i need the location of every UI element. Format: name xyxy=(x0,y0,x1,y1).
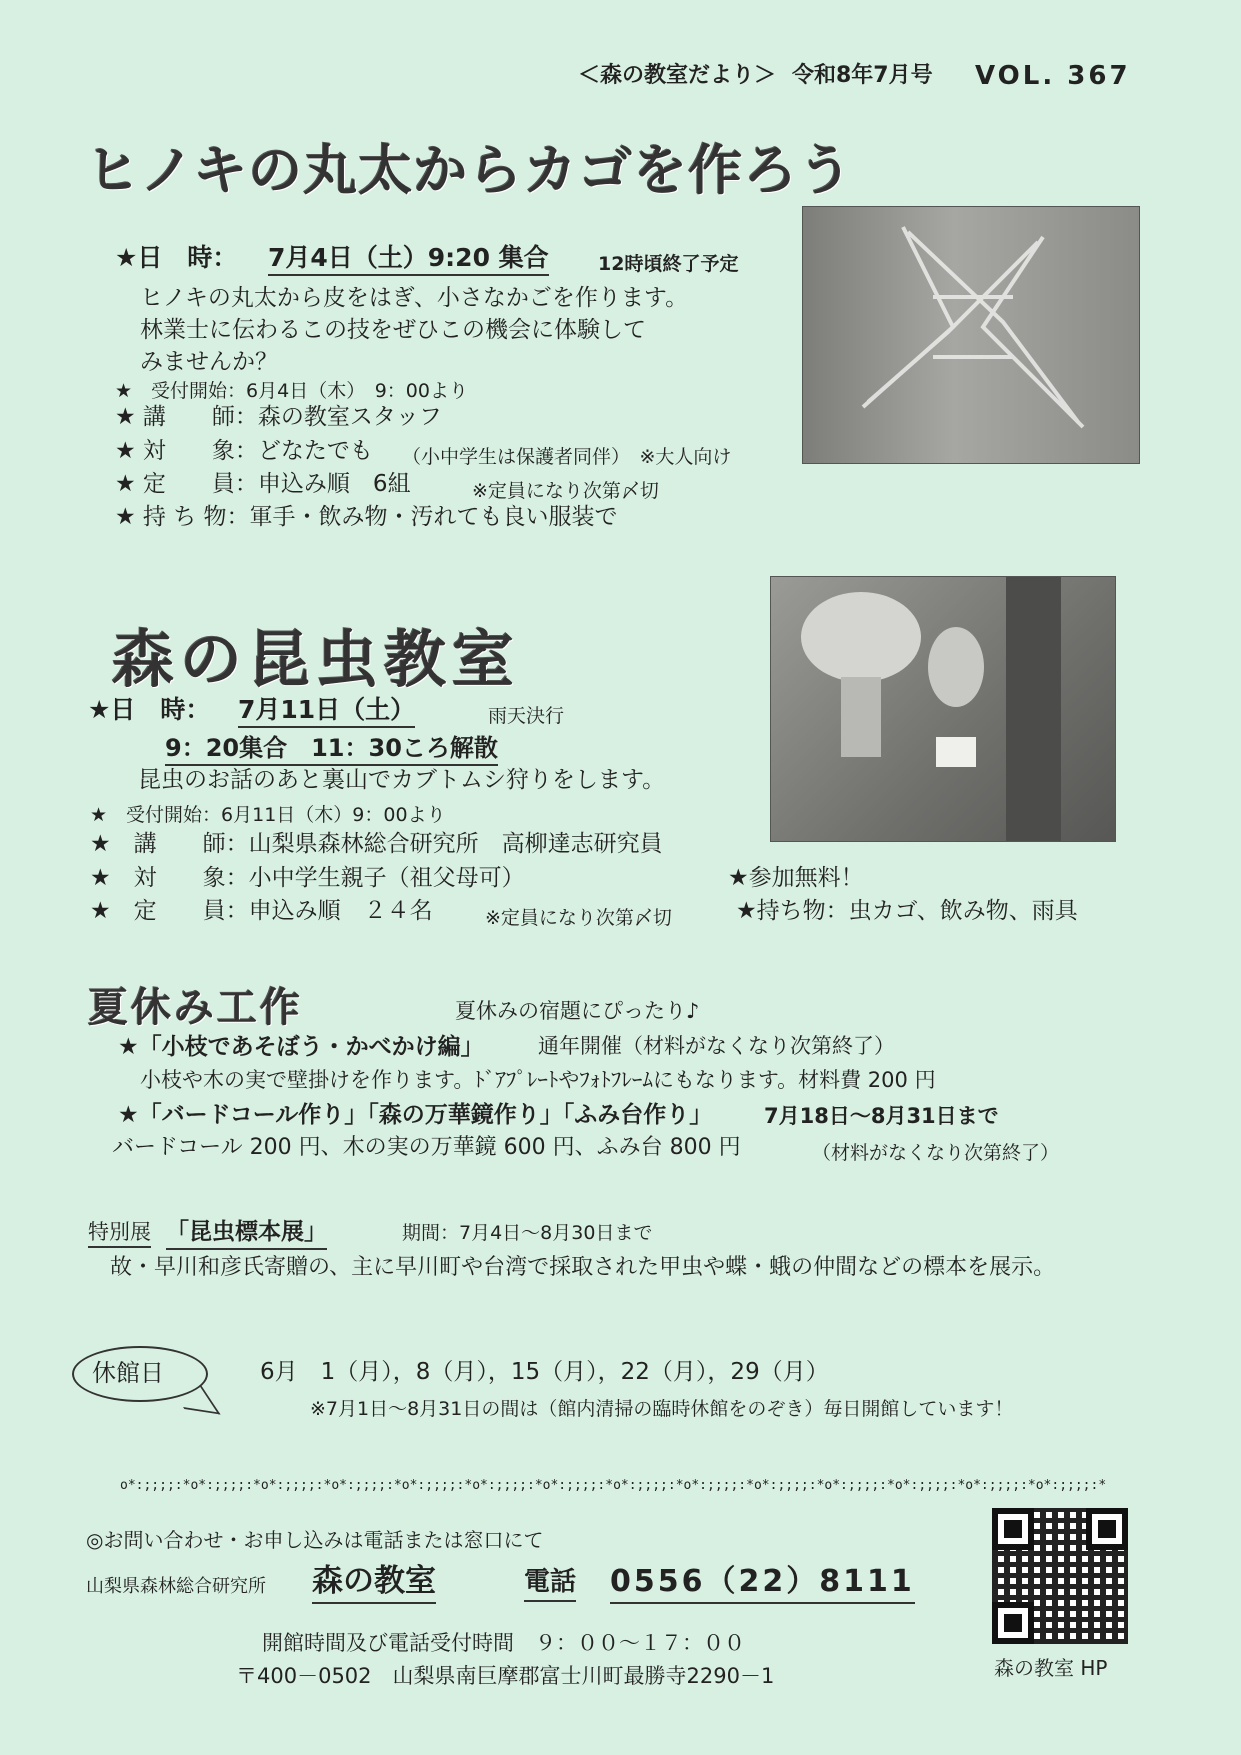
event2-date: 7月11日（土） xyxy=(238,694,415,728)
contact-address: 〒400－0502 山梨県南巨摩郡富士川町最勝寺2290－1 xyxy=(236,1664,775,1688)
event1-date-label: ★日 時： xyxy=(115,243,238,272)
event2-rain-note: 雨天決行 xyxy=(488,705,565,727)
event2-reception: ★ 受付開始：6月11日（木）9：00より xyxy=(90,804,446,826)
closed-note: ※7月1日～8月31日の間は（館内清掃の臨時休館をのぞき）毎日開館しています！ xyxy=(310,1398,1014,1420)
summer-item1-note: 通年開催（材料がなくなり次第終了） xyxy=(538,1034,895,1058)
event1-date: 7月4日（土）9:20 集合 xyxy=(268,242,549,276)
event1-capacity: ★ 定 員：申込み順 6組 xyxy=(115,471,411,497)
basket-photo xyxy=(802,206,1140,464)
exhibit-desc: 故・早川和彦氏寄贈の、主に早川町や台湾で採取された甲虫や蝶・蛾の仲間などの標本を展示。 xyxy=(110,1255,1056,1280)
exhibit-title: 「昆虫標本展」 xyxy=(166,1218,327,1250)
summer-item2-title: ★「バードコール作り」「森の万華鏡作り」「ふみ台作り」 xyxy=(118,1102,713,1128)
contact-tel: 0556（22）8111 xyxy=(610,1563,915,1604)
event2-teacher: ★ 講 師：山梨県森林総合研究所 高柳達志研究員 xyxy=(90,831,663,857)
event2-time: 9：20集合 11：30ころ解散 xyxy=(165,733,498,766)
event2-capacity-note: ※定員になり次第〆切 xyxy=(485,907,672,929)
event1-teacher: ★ 講 師：森の教室スタッフ xyxy=(115,404,442,430)
summer-item1-desc: 小枝や木の実で壁掛けを作ります。ﾄﾞｱﾌﾟﾚｰﾄやﾌｫﾄﾌﾚｰﾑにもなります。材料費 200 円 xyxy=(140,1068,936,1092)
event1-target-note: （小中学生は保護者同伴） ※大人向け xyxy=(402,446,732,468)
exhibit-label: 特別展 xyxy=(88,1219,151,1248)
contact-inquiry: ◎お問い合わせ・お申し込みは電話または窓口にて xyxy=(86,1528,544,1552)
summer-subtitle: 夏休みの宿題にぴったり♪ xyxy=(455,999,700,1023)
contact-hours: 開館時間及び電話受付時間 ９：００～１７：００ xyxy=(262,1631,745,1655)
summer-item1-title: ★「小枝であそぼう・かべかけ編」 xyxy=(118,1034,484,1060)
tree-and-children-icon xyxy=(771,577,1115,841)
event1-reception: ★ 受付開始：6月4日（木） 9：00より xyxy=(115,380,468,402)
contact-name: 森の教室 xyxy=(312,1562,436,1604)
newsletter-series: ＜森の教室だより＞ xyxy=(578,63,777,88)
decorative-divider: o*:;;;;:*o*:;;;;:*o*:;;;;:*o*:;;;;:*o*:;;;;:*o*:;;;;:*o*:;;;;:*o*:;;;;:*o*:;;;;:*o*:;;;;:*o*:;;;;:*o*:;;;;:*o*:;;;;:*o*:;;;;:* xyxy=(120,1478,1107,1493)
event1-desc-line1: ヒノキの丸太から皮をはぎ、小さなかごを作ります。 xyxy=(140,285,689,311)
exhibit-period: 期間：7月4日～8月30日まで xyxy=(402,1222,653,1244)
event2-date-label: ★日 時： xyxy=(88,695,211,724)
event1-capacity-note: ※定員になり次第〆切 xyxy=(472,480,659,502)
summer-title: 夏休み工作 xyxy=(88,985,303,1031)
event2-capacity: ★ 定 員：申込み順 ２４名 xyxy=(90,898,433,924)
event1-desc-line3: みませんか？ xyxy=(140,349,278,375)
event1-title: ヒノキの丸太からカゴを作ろう xyxy=(86,139,854,202)
event2-desc: 昆虫のお話のあと裏山でカブトムシ狩りをします。 xyxy=(138,767,666,793)
volume-number: VOL. 367 xyxy=(975,61,1131,91)
qr-code-icon[interactable] xyxy=(992,1508,1128,1644)
event2-free: ★参加無料！ xyxy=(728,865,864,891)
event2-title: 森の昆虫教室 xyxy=(112,623,521,696)
summer-item2-desc: バードコール 200 円、木の実の万華鏡 600 円、ふみ台 800 円 xyxy=(112,1135,741,1160)
summer-item2-note: （材料がなくなり次第終了） xyxy=(812,1142,1060,1164)
event1-belongings: ★ 持 ち 物：軍手・飲み物・汚れても良い服装で xyxy=(115,504,618,530)
closed-days: 6月 1（月），8（月），15（月），22（月），29（月） xyxy=(260,1359,829,1385)
contact-tel-label: 電話 xyxy=(524,1566,576,1602)
insect-class-photo xyxy=(770,576,1116,842)
issue-date: 令和8年7月号 xyxy=(792,63,933,88)
event2-belongings: ★持ち物：虫カゴ、飲み物、雨具 xyxy=(736,898,1078,924)
closed-label: 休館日 xyxy=(92,1359,164,1387)
event1-end-note: 12時頃終了予定 xyxy=(598,253,739,275)
woven-star-basket-icon xyxy=(803,207,1139,463)
qr-caption: 森の教室 HP xyxy=(994,1656,1108,1680)
summer-item2-period: 7月18日～8月31日まで xyxy=(764,1104,999,1128)
event2-target: ★ 対 象：小中学生親子（祖父母可） xyxy=(90,865,525,891)
contact-org: 山梨県森林総合研究所 xyxy=(86,1576,266,1597)
event1-desc-line2: 林業士に伝わるこの技をぜひこの機会に体験して xyxy=(140,317,646,343)
event1-target: ★ 対 象：どなたでも xyxy=(115,438,373,464)
